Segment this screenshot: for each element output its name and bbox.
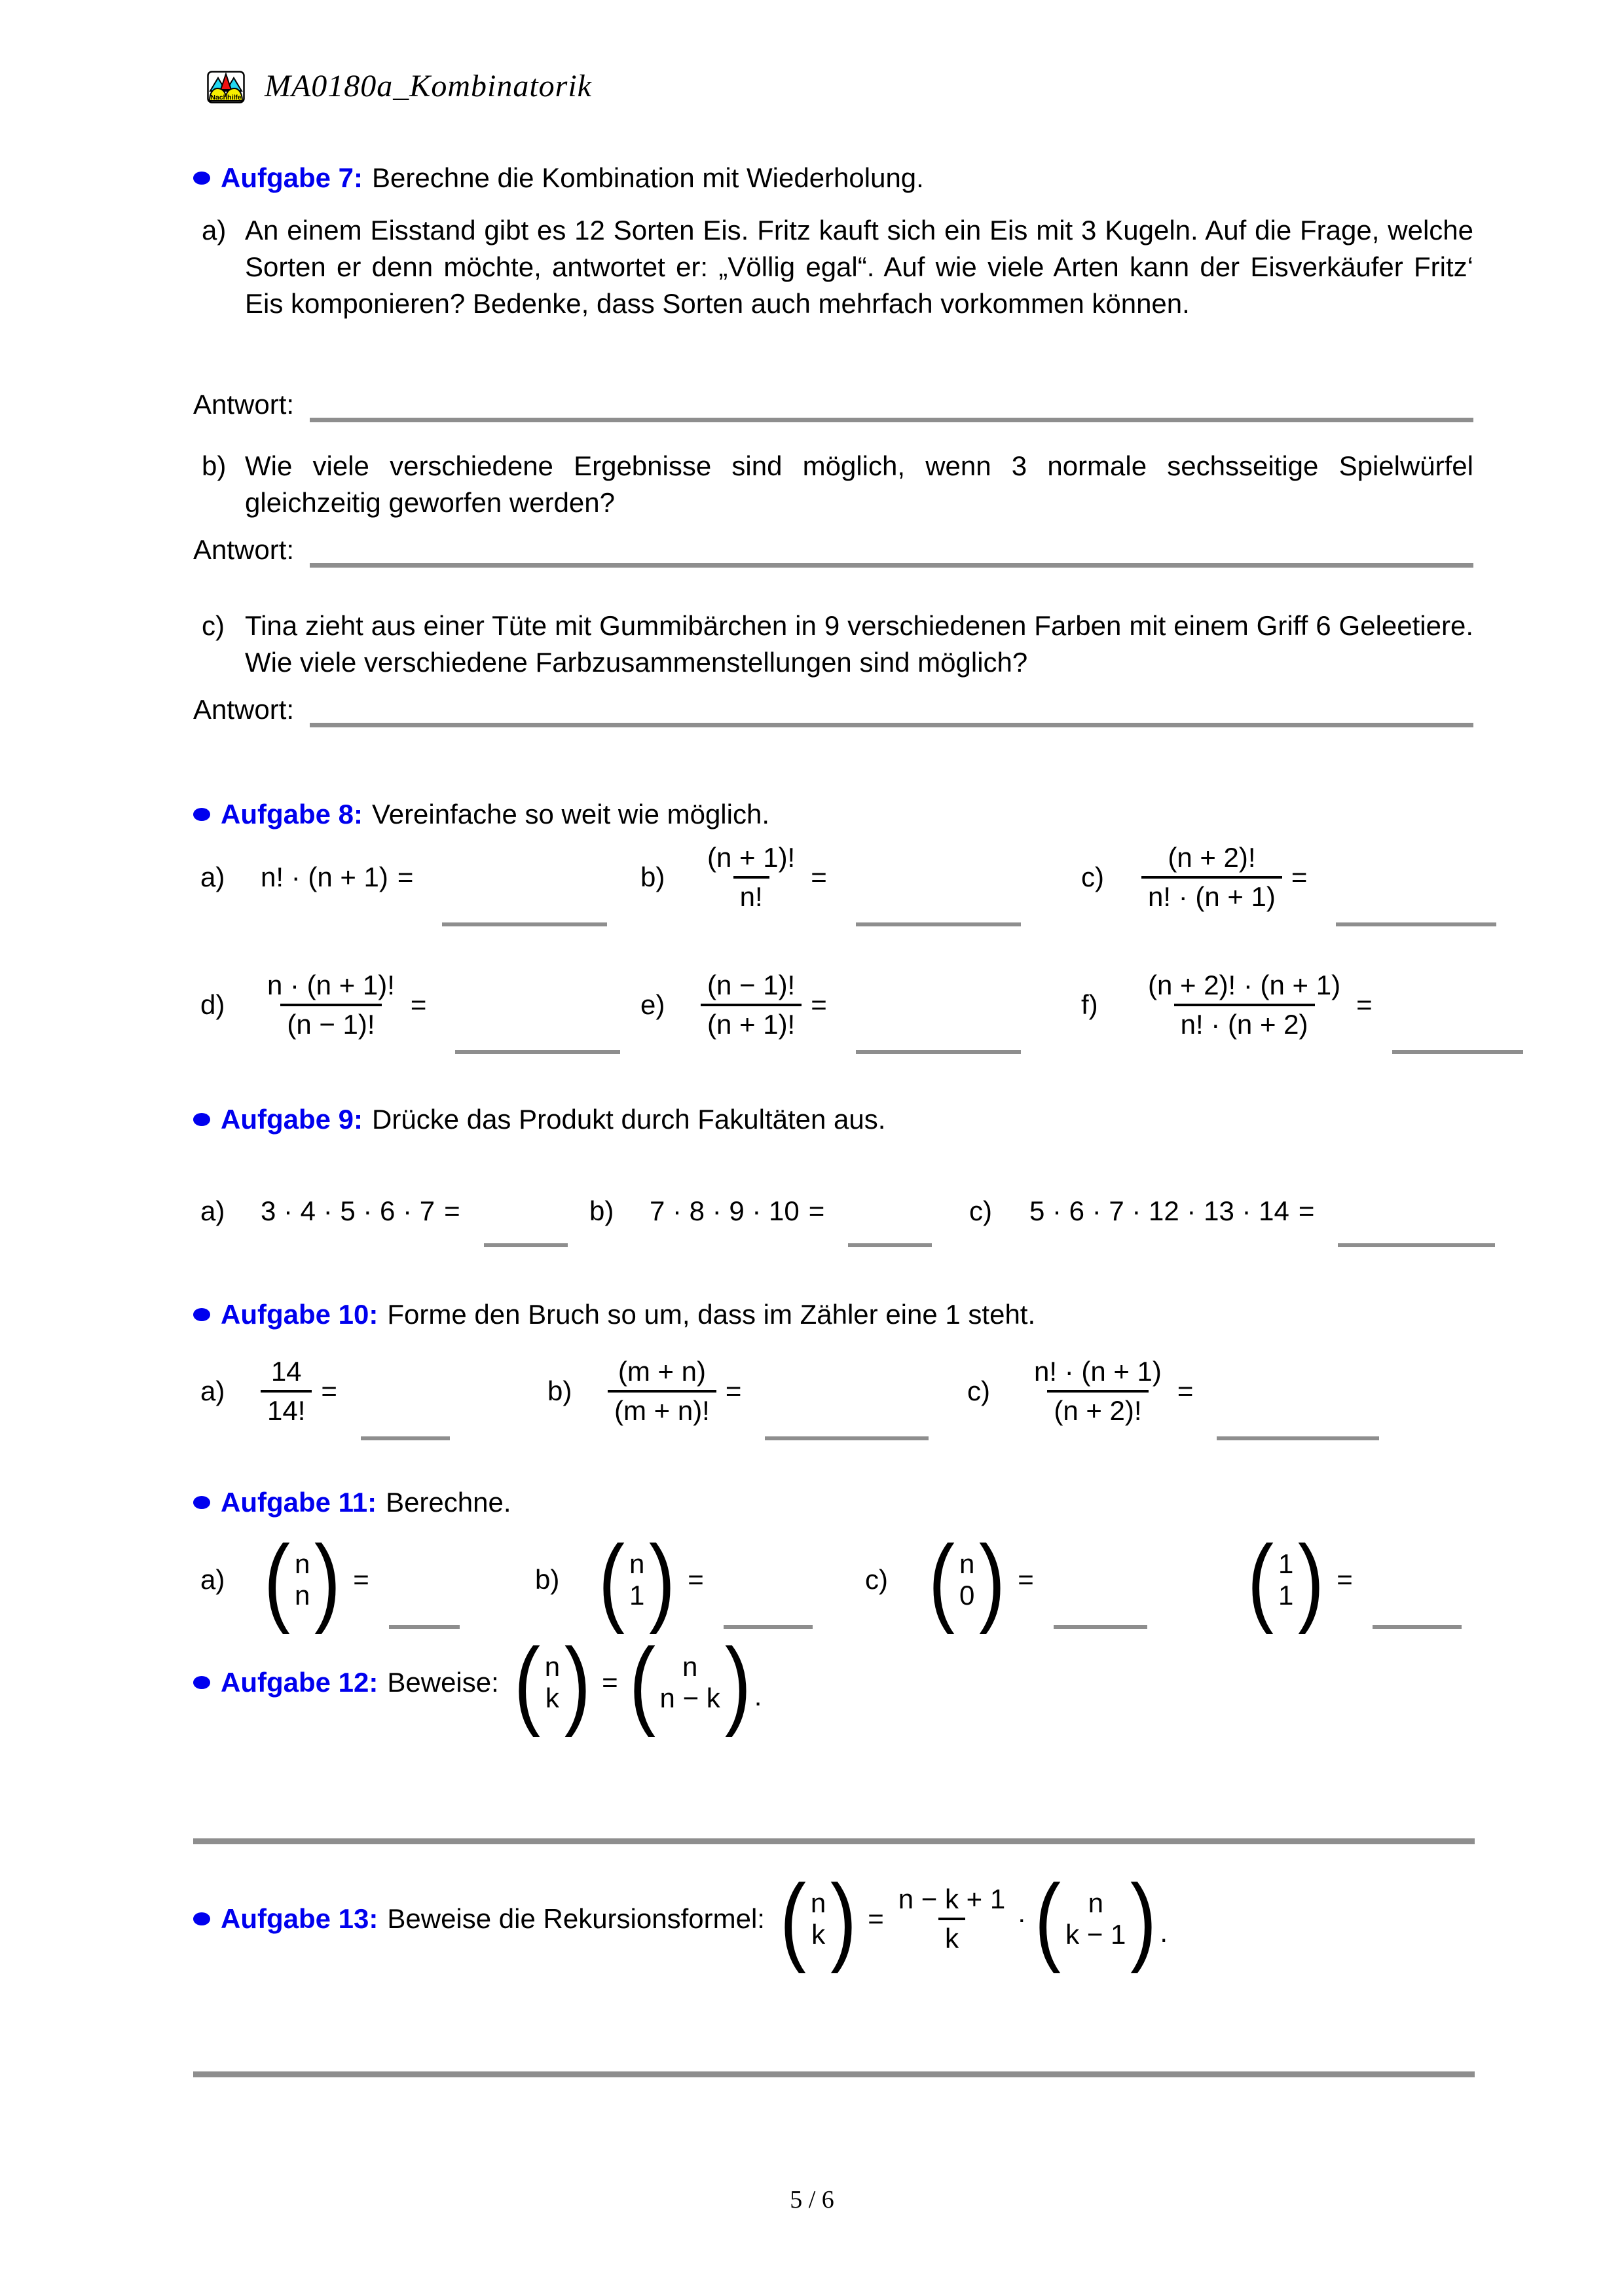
- item-label: c): [1081, 862, 1104, 892]
- task8-heading: [193, 797, 769, 831]
- task7-part-c: [202, 608, 1473, 681]
- task8-item-b: [640, 828, 1081, 926]
- expression: n! · (n + 1): [261, 862, 388, 892]
- binom-top: 1: [1278, 1548, 1294, 1579]
- binomial: [511, 1628, 594, 1738]
- fraction: [261, 969, 401, 1041]
- task8-label: Aufgabe 8:: [221, 799, 363, 829]
- task12-label: Aufgabe 12:: [221, 1667, 378, 1698]
- answer-blank: [1392, 1042, 1523, 1054]
- work-area-rule: [193, 1838, 1475, 1844]
- expression: 7 · 8 · 9 · 10: [650, 1195, 800, 1226]
- answer-label: Antwort:: [193, 534, 295, 565]
- task12-intro: Beweise:: [387, 1667, 499, 1698]
- right-paren: ): [1130, 1864, 1157, 1974]
- numerator: (m + n): [618, 1356, 707, 1387]
- answer-blank: [1054, 1617, 1147, 1629]
- left-paren: (: [629, 1628, 655, 1738]
- equals-sign: =: [353, 1564, 369, 1595]
- equals-sign: =: [725, 1376, 742, 1406]
- binom-bottom: n: [294, 1580, 310, 1611]
- binom-top: n: [629, 1548, 645, 1579]
- answer-blank: [455, 1042, 620, 1054]
- binomial: [261, 1525, 344, 1635]
- answer-blank: [361, 1429, 450, 1440]
- equals-sign: =: [602, 1667, 618, 1698]
- fraction: [608, 1355, 716, 1427]
- right-paren: ): [564, 1628, 591, 1738]
- task11-intro: Berechne.: [386, 1487, 511, 1518]
- part-text: Wie viele verschiedene Ergebnisse sind möglich, wenn 3 normale sechsseitige Spielwürfel gleichzeitig geworfen werden?: [245, 450, 1473, 518]
- left-paren: (: [598, 1525, 625, 1635]
- task11-item-a: [200, 1525, 535, 1635]
- denominator: n! · (n + 2): [1174, 1004, 1315, 1041]
- numerator: n · (n + 1)!: [267, 970, 395, 1000]
- equals-sign: =: [397, 862, 414, 892]
- answer-blank: [442, 915, 607, 926]
- task13-heading: [193, 1864, 1168, 1974]
- left-paren: (: [928, 1525, 955, 1635]
- equals-sign: =: [1018, 1564, 1034, 1595]
- bullet-icon: [193, 1676, 210, 1689]
- answer-blank-line: [310, 388, 1473, 422]
- task10-item-c: [967, 1342, 1473, 1440]
- task11-heading: [193, 1485, 511, 1520]
- task9-heading: [193, 1102, 885, 1137]
- answer-label: Antwort:: [193, 694, 295, 725]
- item-label: c): [969, 1195, 992, 1226]
- part-label: b): [202, 450, 227, 481]
- binom-bottom: 1: [629, 1580, 645, 1611]
- answer-blank: [1217, 1429, 1379, 1440]
- equals-sign: =: [868, 1903, 884, 1934]
- numerator: (n + 2)!: [1168, 842, 1256, 873]
- binom-bottom: 1: [1278, 1580, 1294, 1611]
- task9-row: [200, 1175, 1473, 1247]
- answer-blank: [484, 1235, 568, 1247]
- fraction: [1141, 841, 1282, 913]
- item-label: d): [200, 989, 225, 1020]
- logo-text: Nachhilfe: [210, 94, 242, 101]
- left-paren: (: [779, 1864, 806, 1974]
- item-label: b): [535, 1564, 560, 1595]
- task11-item-b: [535, 1525, 865, 1635]
- task10-heading: [193, 1298, 1035, 1332]
- right-paren: ): [1298, 1525, 1325, 1635]
- document-title: MA0180a_Kombinatorik: [265, 69, 592, 103]
- binom-bottom: k: [545, 1683, 559, 1713]
- task8-intro: Vereinfache so weit wie möglich.: [372, 799, 769, 829]
- task10-label: Aufgabe 10:: [221, 1299, 378, 1330]
- right-paren: ): [724, 1628, 751, 1738]
- numerator: 14: [270, 1356, 302, 1387]
- task8-item-e: [640, 956, 1081, 1054]
- task9-intro: Drücke das Produkt durch Fakultäten aus.: [372, 1104, 886, 1135]
- left-paren: (: [263, 1525, 290, 1635]
- page-number: 5 / 6: [790, 2186, 834, 2214]
- item-label: b): [547, 1376, 572, 1406]
- numerator: (n − 1)!: [707, 970, 796, 1000]
- task11-item-d: [1244, 1525, 1473, 1635]
- answer-label: Antwort:: [193, 389, 295, 420]
- task11-row: [200, 1525, 1473, 1635]
- denominator: n!: [733, 876, 769, 913]
- part-text: An einem Eisstand gibt es 12 Sorten Eis. Fritz kauft sich ein Eis mit 3 Kugeln. Auf die Frage, welche Sorten er denn möchte, antwortet er: „Völlig egal“. Auf wie viele Arten kann der Eisverkäufer Fritz‘ Eis komponieren? Bedenke, dass Sorten auch mehrfach vorkommen können.: [245, 215, 1473, 319]
- period: .: [754, 1681, 762, 1711]
- right-paren: ): [979, 1525, 1006, 1635]
- task9-item-c: [969, 1175, 1495, 1247]
- task10-intro: Forme den Bruch so um, dass im Zähler eine 1 steht.: [387, 1299, 1036, 1330]
- task13-label: Aufgabe 13:: [221, 1903, 378, 1934]
- binom-bottom: n − k: [659, 1683, 720, 1713]
- left-paren: (: [1247, 1525, 1274, 1635]
- denominator: (n + 2)!: [1047, 1390, 1148, 1427]
- item-label: b): [589, 1195, 614, 1226]
- answer-blank: [856, 1042, 1021, 1054]
- binom-bottom: k − 1: [1065, 1919, 1126, 1950]
- binom-bottom: 0: [959, 1580, 975, 1611]
- item-label: a): [200, 1195, 225, 1226]
- fraction: [1141, 969, 1347, 1041]
- task8-item-c: [1081, 828, 1496, 926]
- task10-row: [200, 1342, 1473, 1440]
- part-label: c): [202, 610, 225, 641]
- equals-sign: =: [410, 989, 427, 1020]
- task7-heading: [193, 161, 924, 195]
- task8-row-2: [200, 956, 1473, 1054]
- binom-top: n: [682, 1651, 698, 1682]
- left-paren: (: [1035, 1864, 1061, 1974]
- equals-sign: =: [811, 989, 827, 1020]
- fraction: [701, 969, 802, 1041]
- equals-sign: =: [808, 1195, 825, 1226]
- task11-label: Aufgabe 11:: [221, 1487, 377, 1518]
- expression: 5 · 6 · 7 · 12 · 13 · 14: [1029, 1195, 1289, 1226]
- right-paren: ): [314, 1525, 341, 1635]
- task9-label: Aufgabe 9:: [221, 1104, 363, 1135]
- binomial: [595, 1525, 678, 1635]
- item-label: a): [200, 862, 225, 892]
- answer-blank: [848, 1235, 932, 1247]
- answer-blank-line: [310, 693, 1473, 727]
- item-label: a): [200, 1564, 225, 1595]
- task7-label: Aufgabe 7:: [221, 162, 363, 193]
- binomial: [925, 1525, 1008, 1635]
- binom-bottom: k: [811, 1919, 826, 1950]
- fraction: [1027, 1355, 1168, 1427]
- multiplication-dot: ·: [1017, 1903, 1027, 1934]
- left-paren: (: [513, 1628, 540, 1738]
- equals-sign: =: [688, 1564, 704, 1595]
- denominator: n! · (n + 1): [1141, 876, 1282, 913]
- denominator: (n + 1)!: [701, 1004, 802, 1041]
- binom-top: n: [544, 1651, 561, 1682]
- bullet-icon: [193, 172, 210, 185]
- binom-top: n: [1088, 1887, 1103, 1918]
- binomial: [1031, 1864, 1160, 1974]
- binom-top: n: [959, 1548, 975, 1579]
- bullet-icon: [193, 1113, 210, 1126]
- part-label: a): [202, 215, 227, 246]
- fraction: [701, 841, 802, 913]
- bullet-icon: [193, 808, 210, 821]
- binom-top: n: [294, 1548, 310, 1579]
- task10-item-b: [547, 1342, 967, 1440]
- answer-blank: [1336, 915, 1496, 926]
- denominator: k: [938, 1918, 965, 1955]
- item-label: e): [640, 989, 665, 1020]
- bullet-icon: [193, 1496, 210, 1509]
- bullet-icon: [193, 1912, 210, 1925]
- right-paren: ): [830, 1864, 857, 1974]
- item-label: c): [865, 1564, 888, 1595]
- answer-blank: [389, 1617, 460, 1629]
- numerator: (n + 1)!: [707, 842, 796, 873]
- nachhilfe-logo-icon: [207, 71, 245, 103]
- numerator: n! · (n + 1): [1034, 1356, 1162, 1387]
- task12-heading: [193, 1628, 762, 1738]
- item-label: a): [200, 1376, 225, 1406]
- denominator: (n − 1)!: [280, 1004, 381, 1041]
- equals-sign: =: [1298, 1195, 1315, 1226]
- task10-item-a: [200, 1342, 547, 1440]
- task8-row-1: [200, 828, 1473, 926]
- item-label: c): [967, 1376, 990, 1406]
- equals-sign: =: [444, 1195, 460, 1226]
- binomial: [626, 1628, 754, 1738]
- denominator: (m + n)!: [608, 1390, 716, 1427]
- task7-part-a: [202, 212, 1473, 322]
- right-paren: ): [649, 1525, 676, 1635]
- fraction: [892, 1883, 1012, 1955]
- answer-row-1: [193, 388, 1473, 422]
- work-area-rule: [193, 2071, 1475, 2077]
- equals-sign: =: [1356, 989, 1373, 1020]
- task8-item-f: [1081, 956, 1523, 1054]
- item-label: b): [640, 862, 665, 892]
- part-text: Tina zieht aus einer Tüte mit Gummibärchen in 9 verschiedenen Farben mit einem Griff 6 Geleetiere. Wie viele verschiedene Farbzusammenstellungen sind möglich?: [245, 610, 1473, 678]
- binomial: [777, 1864, 860, 1974]
- answer-blank: [1373, 1617, 1462, 1629]
- task9-item-b: [589, 1175, 969, 1247]
- numerator: (n + 2)! · (n + 1): [1148, 970, 1341, 1000]
- bullet-icon: [193, 1308, 210, 1321]
- equals-sign: =: [811, 862, 827, 892]
- binomial: [1244, 1525, 1327, 1635]
- answer-blank: [765, 1429, 929, 1440]
- task7-part-b: [202, 448, 1473, 521]
- task9-item-a: [200, 1175, 589, 1247]
- equals-sign: =: [1337, 1564, 1353, 1595]
- answer-blank: [856, 915, 1021, 926]
- equals-sign: =: [1177, 1376, 1194, 1406]
- answer-blank-line: [310, 533, 1473, 568]
- task13-intro: Beweise die Rekursionsformel:: [387, 1903, 765, 1934]
- item-label: f): [1081, 989, 1098, 1020]
- answer-row-2: [193, 533, 1473, 567]
- denominator: 14!: [261, 1390, 312, 1427]
- period: .: [1160, 1917, 1168, 1948]
- expression: 3 · 4 · 5 · 6 · 7: [261, 1195, 435, 1226]
- answer-row-3: [193, 693, 1473, 727]
- fraction: [261, 1355, 312, 1427]
- equals-sign: =: [1291, 862, 1308, 892]
- numerator: n − k + 1: [898, 1884, 1006, 1914]
- task11-item-c: [865, 1525, 1244, 1635]
- equals-sign: =: [321, 1376, 337, 1406]
- task7-intro: Berechne die Kombination mit Wiederholung.: [372, 162, 924, 193]
- answer-blank: [1338, 1235, 1495, 1247]
- task8-item-d: [200, 956, 640, 1054]
- binom-top: n: [810, 1887, 826, 1918]
- task8-item-a: [200, 828, 640, 926]
